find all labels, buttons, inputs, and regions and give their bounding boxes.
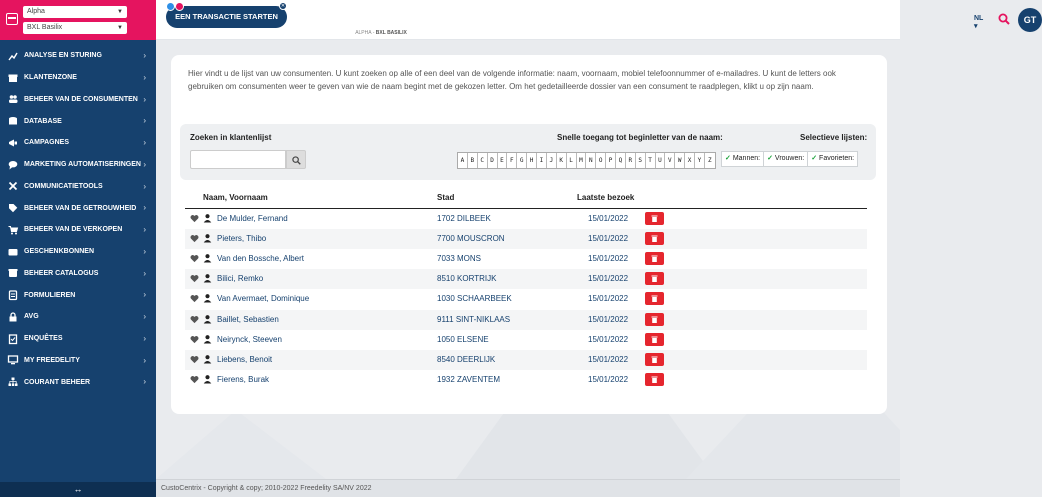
- sidebar-item-label: DATABASE: [24, 117, 62, 125]
- letter-button-e[interactable]: E: [498, 153, 508, 168]
- sidebar-item-beheer-van-de-getrouwheid[interactable]: [0, 197, 156, 219]
- chevron-right-icon: ›: [143, 312, 146, 321]
- letter-button-c[interactable]: C: [478, 153, 488, 168]
- consumer-city: 1030 SCHAARBEEK: [437, 294, 512, 304]
- sidebar-item-beheer-catalogus[interactable]: [0, 263, 156, 285]
- letter-button-d[interactable]: D: [488, 153, 498, 168]
- sidebar-item-beheer-van-de-consumenten[interactable]: [0, 89, 156, 111]
- sidebar-item-label: GESCHENKBONNEN: [24, 248, 95, 256]
- sidebar-item-communicatietools[interactable]: [0, 176, 156, 198]
- selective-lists-label: Selectieve lijsten:: [800, 133, 868, 142]
- consumer-name-link[interactable]: Baillet, Sebastien: [217, 314, 279, 324]
- heart-icon[interactable]: [190, 254, 199, 263]
- sidebar-item-label: MARKETING AUTOMATISERINGEN: [24, 161, 141, 169]
- sidebar-item-label: COMMUNICATIETOOLS: [24, 182, 103, 190]
- heart-icon[interactable]: [190, 355, 199, 364]
- sidebar-item-label: BEHEER VAN DE GETROUWHEID: [24, 204, 137, 212]
- chevron-right-icon: ›: [143, 290, 146, 300]
- search-button[interactable]: [286, 150, 306, 169]
- consumer-name-link[interactable]: Bilici, Remko: [217, 274, 264, 284]
- delete-button[interactable]: [645, 333, 664, 346]
- consumer-city: 8510 KORTRIJK: [437, 274, 497, 284]
- letter-button-p[interactable]: P: [606, 153, 616, 168]
- consumer-name-link[interactable]: De Mulder, Fernand: [217, 214, 288, 223]
- sidebar-item-avg[interactable]: [0, 306, 156, 328]
- consumer-city: 7033 MONS: [437, 254, 482, 264]
- trash-icon: [651, 336, 658, 343]
- transaction-subtitle: ALPHA - BXL BASILIX: [355, 30, 407, 36]
- chevron-down-icon: ▼: [117, 25, 123, 31]
- monitor-icon: [7, 355, 19, 365]
- shop-select[interactable]: BXL Basilix ▼: [23, 22, 127, 34]
- gift-card-icon: [7, 247, 19, 257]
- trash-icon: [651, 215, 658, 222]
- consumer-name-link[interactable]: Van den Bossche, Albert: [217, 254, 305, 264]
- letter-filter: [457, 152, 716, 169]
- chevron-right-icon: ›: [143, 355, 146, 365]
- consumer-name-link[interactable]: Liebens, Benoit: [217, 354, 273, 364]
- megaphone-icon: [7, 138, 19, 148]
- sitemap-icon: [7, 377, 19, 387]
- sidebar-item-label: BEHEER VAN DE CONSUMENTEN: [24, 95, 138, 103]
- table-row[interactable]: [185, 209, 867, 229]
- selective-list-vrouwen-button[interactable]: ✓ Vrouwen:: [763, 151, 808, 167]
- survey-icon: [7, 334, 19, 344]
- sidebar-item-formulieren[interactable]: [0, 284, 156, 306]
- heart-icon[interactable]: [190, 234, 199, 243]
- topbar: [156, 0, 1037, 40]
- box-icon: [7, 268, 19, 278]
- letter-button-v[interactable]: V: [665, 153, 675, 168]
- letter-button-a[interactable]: A: [458, 153, 468, 168]
- consumer-last-visit: 15/01/2022: [588, 334, 629, 344]
- table-row[interactable]: [185, 310, 867, 330]
- sidebar-item-label: ANALYSE EN STURING: [24, 52, 102, 60]
- collapse-sidebar-button[interactable]: ↔: [0, 482, 156, 497]
- letter-button-w[interactable]: W: [675, 153, 685, 168]
- letter-button-i[interactable]: I: [537, 153, 547, 168]
- sidebar-item-label: KLANTENZONE: [24, 74, 77, 82]
- trash-icon: [651, 316, 658, 323]
- tag-icon: [7, 203, 19, 213]
- letter-button-q[interactable]: Q: [616, 153, 626, 168]
- search-icon: [292, 156, 301, 165]
- user-icon: [203, 314, 212, 324]
- start-transaction-button[interactable]: EEN TRANSACTIE STARTEN: [166, 6, 287, 28]
- sidebar-item-geschenkbonnen[interactable]: [0, 241, 156, 263]
- chevron-right-icon: ›: [143, 138, 146, 147]
- consumer-name-link[interactable]: Neirynck, Steeven: [217, 334, 282, 344]
- heart-icon[interactable]: [190, 315, 199, 324]
- trash-icon: [651, 356, 658, 363]
- language-select[interactable]: NL ▾: [974, 15, 984, 30]
- letter-button-b[interactable]: B: [468, 153, 478, 168]
- sidebar-item-enqu-tes[interactable]: [0, 328, 156, 350]
- letter-button-y[interactable]: Y: [695, 153, 705, 168]
- sidebar-item-label: BEHEER CATALOGUS: [24, 269, 99, 277]
- consumer-last-visit: 15/01/2022: [588, 214, 629, 223]
- consumer-city: 8540 DEERLIJK: [437, 354, 496, 364]
- chevron-down-icon: ▼: [117, 9, 123, 15]
- letter-button-z[interactable]: Z: [708, 157, 712, 164]
- chevron-right-icon: ›: [143, 268, 146, 278]
- table-row[interactable]: [185, 289, 867, 309]
- sidebar-item-courant-beheer[interactable]: [0, 371, 156, 393]
- table-row[interactable]: [185, 370, 867, 390]
- letter-button-m[interactable]: M: [577, 153, 587, 168]
- consumer-last-visit: 15/01/2022: [588, 274, 629, 284]
- consumer-last-visit: 15/01/2022: [588, 374, 629, 384]
- letter-button-t[interactable]: T: [646, 153, 656, 168]
- table-row[interactable]: [185, 229, 867, 249]
- consumer-last-visit: 15/01/2022: [588, 354, 629, 364]
- info-badge-icon[interactable]: [166, 2, 175, 11]
- letter-button-h[interactable]: H: [527, 153, 537, 168]
- sidebar-item-marketing-automatiseringen[interactable]: [0, 154, 156, 176]
- sidebar-item-label: CAMPAGNES: [24, 139, 69, 147]
- sidebar-menu: [0, 45, 156, 393]
- user-icon: [203, 293, 212, 303]
- check-icon: ✓: [725, 155, 731, 162]
- chevron-right-icon: ›: [143, 377, 146, 387]
- sidebar-item-label: AVG: [24, 313, 39, 321]
- heart-icon[interactable]: [190, 274, 199, 283]
- chevron-right-icon: ›: [143, 159, 146, 169]
- consumer-city: 7700 MOUSCRON: [437, 234, 505, 244]
- trash-icon: [651, 376, 658, 383]
- search-input[interactable]: [190, 150, 286, 169]
- sidebar-item-label: BEHEER VAN DE VERKOPEN: [24, 226, 123, 234]
- consumer-city: 1932 ZAVENTEM: [437, 374, 500, 384]
- letter-button-x[interactable]: X: [685, 153, 695, 168]
- user-icon: [203, 273, 212, 283]
- chevron-right-icon: ›: [143, 203, 146, 213]
- store-icon: [7, 73, 19, 83]
- delete-button[interactable]: [645, 313, 664, 326]
- user-icon: [203, 213, 212, 223]
- check-icon: ✓: [767, 155, 773, 162]
- chat-icon: [7, 160, 19, 170]
- heart-icon[interactable]: [190, 375, 199, 384]
- consumer-name-link[interactable]: Fierens, Burak: [217, 374, 270, 384]
- letter-button-g[interactable]: G: [517, 153, 527, 168]
- column-header-city[interactable]: Stad: [437, 193, 455, 202]
- sidebar-item-klantenzone[interactable]: [0, 67, 156, 89]
- tools-icon: [7, 181, 19, 191]
- letter-button-s[interactable]: S: [636, 153, 646, 168]
- trash-icon: [651, 235, 658, 242]
- sidebar-item-database[interactable]: [0, 110, 156, 132]
- consumer-city: 9111 SINT-NIKLAAS: [437, 314, 511, 324]
- footer: CustoCentrix - Copyright & copy; 2010-2022 Freedelity SA/NV 2022: [156, 479, 900, 497]
- delete-button[interactable]: [645, 353, 664, 366]
- delete-button[interactable]: [645, 212, 664, 225]
- trash-icon: [651, 295, 658, 302]
- chevron-right-icon: ›: [143, 181, 146, 191]
- sidebar-item-my-freedelity[interactable]: [0, 350, 156, 372]
- letter-button-f[interactable]: F: [507, 153, 517, 168]
- chevron-right-icon: ›: [143, 225, 146, 234]
- column-header-last-visit[interactable]: Laatste bezoek: [577, 193, 635, 202]
- sidebar-item-campagnes[interactable]: [0, 132, 156, 154]
- cart-icon: [7, 225, 19, 235]
- selective-list-favorieten-button[interactable]: ✓ Favorieten:: [807, 151, 858, 167]
- table-row[interactable]: [185, 330, 867, 350]
- trash-icon: [651, 275, 658, 282]
- heart-badge-icon[interactable]: [175, 2, 184, 11]
- sidebar-item-label: ENQUÊTES: [24, 335, 63, 343]
- selective-list-mannen-button[interactable]: ✓ Mannen:: [721, 151, 764, 167]
- sidebar-header: [0, 0, 156, 40]
- table-row[interactable]: [185, 269, 867, 289]
- letter-button-o[interactable]: O: [596, 153, 606, 168]
- consumer-last-visit: 15/01/2022: [588, 234, 629, 244]
- user-icon: [203, 374, 212, 384]
- sidebar-item-analyse-en-sturing[interactable]: [0, 45, 156, 67]
- selective-lists: [721, 151, 857, 167]
- user-icon: [203, 253, 212, 263]
- trash-icon: [651, 255, 658, 262]
- form-icon: [7, 290, 19, 300]
- heart-icon[interactable]: [190, 214, 199, 223]
- letters-label: Snelle toegang tot beginletter van de naam:: [557, 133, 723, 142]
- consumer-last-visit: 15/01/2022: [588, 314, 629, 324]
- search-icon[interactable]: [998, 13, 1010, 25]
- consumer-city: 1702 DILBEEK: [437, 214, 491, 223]
- app-logo-icon[interactable]: [6, 13, 18, 25]
- chevron-right-icon: ›: [143, 246, 146, 256]
- letter-button-j[interactable]: J: [547, 153, 557, 168]
- sidebar-item-label: FORMULIEREN: [24, 291, 76, 299]
- chevron-right-icon: ›: [143, 333, 146, 343]
- sidebar-item-beheer-van-de-verkopen[interactable]: [0, 219, 156, 241]
- delete-button[interactable]: [645, 292, 664, 305]
- column-header-name[interactable]: Naam, Voornaam: [203, 193, 268, 202]
- lock-icon: [7, 312, 19, 322]
- delete-button[interactable]: [645, 373, 664, 386]
- consumer-name-link[interactable]: Pieters, Thibo: [217, 234, 267, 244]
- caret-down-icon: ▾: [974, 23, 978, 30]
- search-label: Zoeken in klantenlijst: [190, 133, 272, 142]
- consumer-city: 1050 ELSENE: [437, 334, 489, 344]
- letter-button-u[interactable]: U: [656, 153, 666, 168]
- user-icon: [203, 354, 212, 364]
- chevron-right-icon: ›: [143, 116, 146, 126]
- user-icon: [203, 334, 212, 344]
- consumer-last-visit: 15/01/2022: [588, 294, 629, 304]
- intro-text: Hier vindt u de lijst van uw consumenten. U kunt zoeken op alle of een deel van de volgende informatie: naam, voornaam, mobiel telefoonnummer of e-mailadres. U kunt de letters ook gebruiken om consumenten weer te geven van wie de naam begint met de gekozen letter. Om het gedetailleerde dossier van een consument te raadplegen, klikt u op zijn naam.: [188, 69, 836, 91]
- delete-button[interactable]: [645, 232, 664, 245]
- company-select[interactable]: Alpha ▼: [23, 6, 127, 18]
- chart-icon: [7, 51, 19, 61]
- sidebar-item-label: MY FREEDELITY: [24, 356, 80, 364]
- chevron-right-icon: ›: [143, 72, 146, 82]
- table-row[interactable]: [185, 249, 867, 269]
- letter-button-l[interactable]: L: [567, 153, 577, 168]
- close-icon[interactable]: ✕: [280, 3, 286, 9]
- letter-button-r[interactable]: R: [626, 153, 636, 168]
- chevron-right-icon: ›: [143, 51, 146, 60]
- letter-button-n[interactable]: N: [586, 153, 596, 168]
- avatar[interactable]: GT: [1018, 8, 1042, 32]
- consumer-name-link[interactable]: Van Avermaet, Dominique: [217, 294, 310, 304]
- sidebar: [0, 0, 156, 497]
- table-row[interactable]: [185, 350, 867, 370]
- heart-icon[interactable]: [190, 294, 199, 303]
- consumer-last-visit: 15/01/2022: [588, 254, 629, 264]
- chevron-right-icon: ›: [143, 94, 146, 104]
- sidebar-item-label: COURANT BEHEER: [24, 378, 91, 386]
- user-icon: [203, 233, 212, 243]
- delete-button[interactable]: [645, 252, 664, 265]
- check-icon: ✓: [811, 155, 818, 162]
- letter-button-k[interactable]: K: [557, 153, 567, 168]
- database-icon: [7, 116, 19, 126]
- users-icon: [7, 94, 19, 104]
- delete-button[interactable]: [645, 272, 664, 285]
- heart-icon[interactable]: [190, 335, 199, 344]
